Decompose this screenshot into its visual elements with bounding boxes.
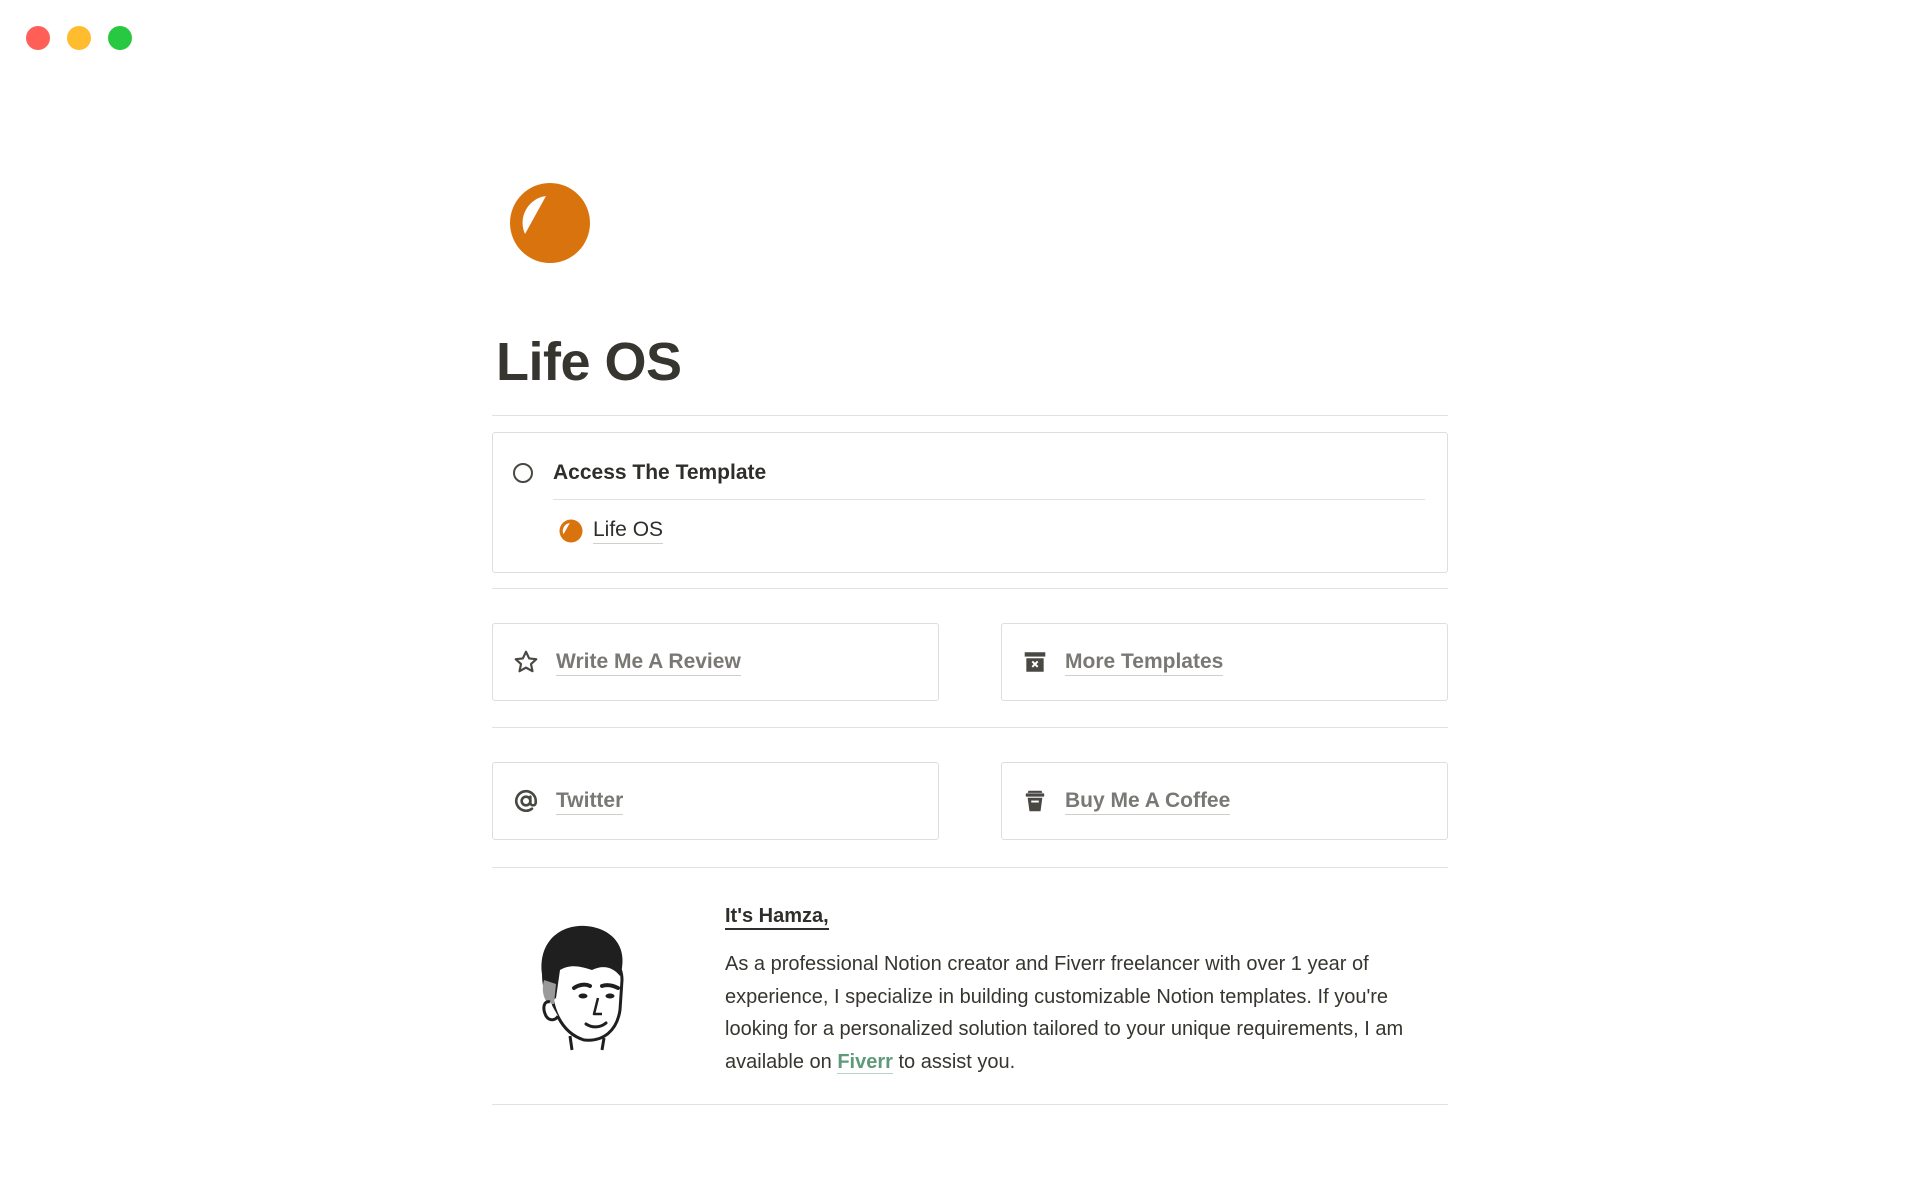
profile-text — [725, 904, 1435, 1078]
avatar — [528, 912, 628, 1052]
write-review-label: Write Me A Review — [556, 649, 741, 676]
fiverr-link[interactable]: Fiverr — [837, 1050, 893, 1073]
circle-icon — [513, 463, 533, 483]
page-title[interactable]: Life OS — [496, 332, 682, 392]
template-toggle-block — [492, 432, 1448, 573]
divider — [492, 588, 1448, 589]
divider — [492, 415, 1448, 416]
window-controls — [26, 26, 132, 50]
star-icon — [513, 649, 539, 675]
bio-paragraph — [725, 948, 1435, 1078]
buy-coffee-link[interactable] — [1001, 762, 1448, 840]
twitter-label: Twitter — [556, 788, 623, 815]
close-window-button[interactable] — [26, 26, 50, 50]
divider — [492, 1104, 1448, 1105]
life-os-link-label: Life OS — [593, 517, 663, 544]
bio-text: As a professional Notion creator and Fiverr freelancer with over 1 year of experience, I specialize in building customizable Notion templates. If you're looking for a personalized solution tailored to your unique requirements, I am available on — [725, 953, 1404, 1073]
toggle-header[interactable] — [513, 461, 766, 485]
bio-text-end: to assist you. — [892, 1050, 1016, 1073]
more-templates-label: More Templates — [1065, 649, 1223, 676]
minimize-window-button[interactable] — [67, 26, 91, 50]
coffee-cup-icon — [1022, 788, 1048, 814]
buy-coffee-label: Buy Me A Coffee — [1065, 788, 1230, 815]
write-review-link[interactable] — [492, 623, 939, 701]
half-circle-orange-icon[interactable] — [510, 183, 590, 263]
divider — [492, 727, 1448, 728]
divider — [492, 867, 1448, 868]
toggle-label: Access The Template — [553, 461, 767, 484]
more-templates-link[interactable] — [1001, 623, 1448, 701]
divider — [553, 499, 1425, 500]
half-circle-orange-icon — [559, 519, 583, 543]
greeting: It's Hamza, — [725, 904, 829, 930]
at-sign-icon — [513, 788, 539, 814]
twitter-link[interactable] — [492, 762, 939, 840]
life-os-page-link[interactable] — [559, 517, 663, 544]
maximize-window-button[interactable] — [108, 26, 132, 50]
archive-box-icon — [1022, 649, 1048, 675]
